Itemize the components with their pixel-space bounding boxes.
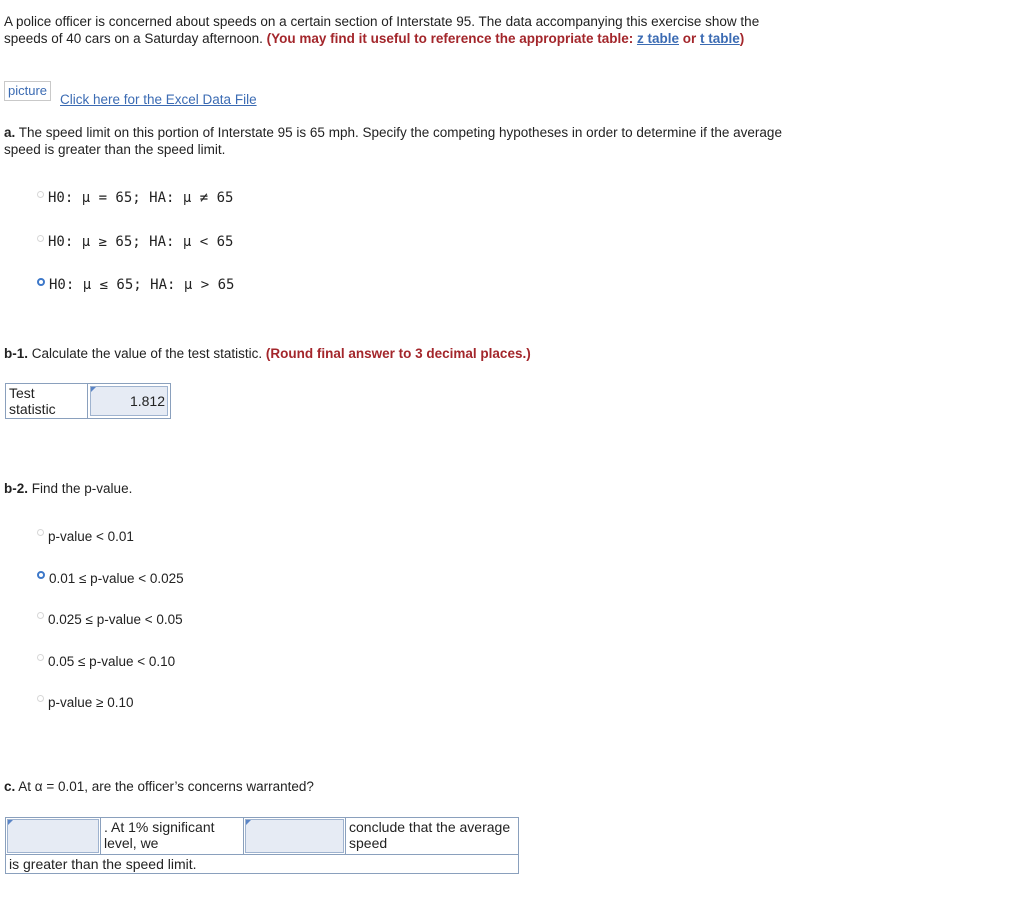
input-corner-icon [91, 387, 96, 392]
radio-icon[interactable] [37, 695, 44, 702]
pvalue-option-4[interactable]: 0.05 ≤ p-value < 0.10 [37, 653, 175, 670]
t-table-link[interactable]: t table [700, 31, 740, 46]
problem-intro [4, 13, 794, 47]
pvalue-option-3[interactable]: 0.025 ≤ p-value < 0.05 [37, 611, 183, 628]
test-statistic-input[interactable]: 1.812 [90, 386, 168, 416]
significance-text: . At 1% significant level, we [100, 818, 244, 854]
radio-selected-icon[interactable] [37, 278, 45, 286]
decision-dropdown[interactable] [7, 819, 99, 853]
conclusion-ending: is greater than the speed limit. [9, 856, 197, 872]
conclusion-text: conclude that the average speed [345, 818, 518, 854]
excel-data-link[interactable]: Click here for the Excel Data File [60, 92, 257, 107]
pvalue-option-1[interactable]: p-value < 0.01 [37, 528, 134, 545]
test-statistic-table [5, 383, 171, 419]
question-b1: b-1. Calculate the value of the test statistic. (Round final answer to 3 decimal places.) [4, 346, 531, 361]
radio-icon[interactable] [37, 612, 44, 619]
pvalue-option-2[interactable]: 0.01 ≤ p-value < 0.025 [37, 570, 184, 587]
question-b2: b-2. Find the p-value. [4, 481, 133, 496]
dropdown-corner-icon [8, 820, 13, 825]
conclusion-row [6, 818, 518, 855]
test-statistic-label: Test statistic [6, 384, 88, 418]
radio-icon[interactable] [37, 654, 44, 661]
radio-icon[interactable] [37, 235, 44, 242]
question-c: c. At α = 0.01, are the officer’s concerns warranted? [4, 779, 314, 794]
dropdown-corner-icon [246, 820, 251, 825]
radio-icon[interactable] [37, 529, 44, 536]
hypothesis-option-3[interactable]: H0: μ ≤ 65; HA: μ > 65 [37, 277, 234, 294]
conclusion-dropdown[interactable] [245, 819, 344, 853]
hypothesis-option-1[interactable]: H0: μ = 65; HA: μ ≠ 65 [37, 190, 233, 207]
intro-text: A police officer is concerned about speeds on a certain section of Interstate 95. The data accompanying this exercise show the speeds of 40 cars on a Saturday afternoon. [4, 14, 760, 46]
radio-selected-icon[interactable] [37, 571, 45, 579]
hypothesis-option-2[interactable]: H0: μ ≥ 65; HA: μ < 65 [37, 234, 233, 251]
conclusion-table [5, 817, 519, 874]
reference-note: (You may find it useful to reference the appropriate table: z table or t table) [266, 31, 745, 46]
radio-icon[interactable] [37, 191, 44, 198]
pvalue-option-5[interactable]: p-value ≥ 0.10 [37, 694, 133, 711]
picture-placeholder[interactable]: picture [4, 81, 51, 101]
question-a: a. The speed limit on this portion of Interstate 95 is 65 mph. Specify the competing hypotheses in order to determine if the average speed is greater than the speed limit. [4, 125, 782, 157]
z-table-link[interactable]: z table [636, 31, 679, 46]
